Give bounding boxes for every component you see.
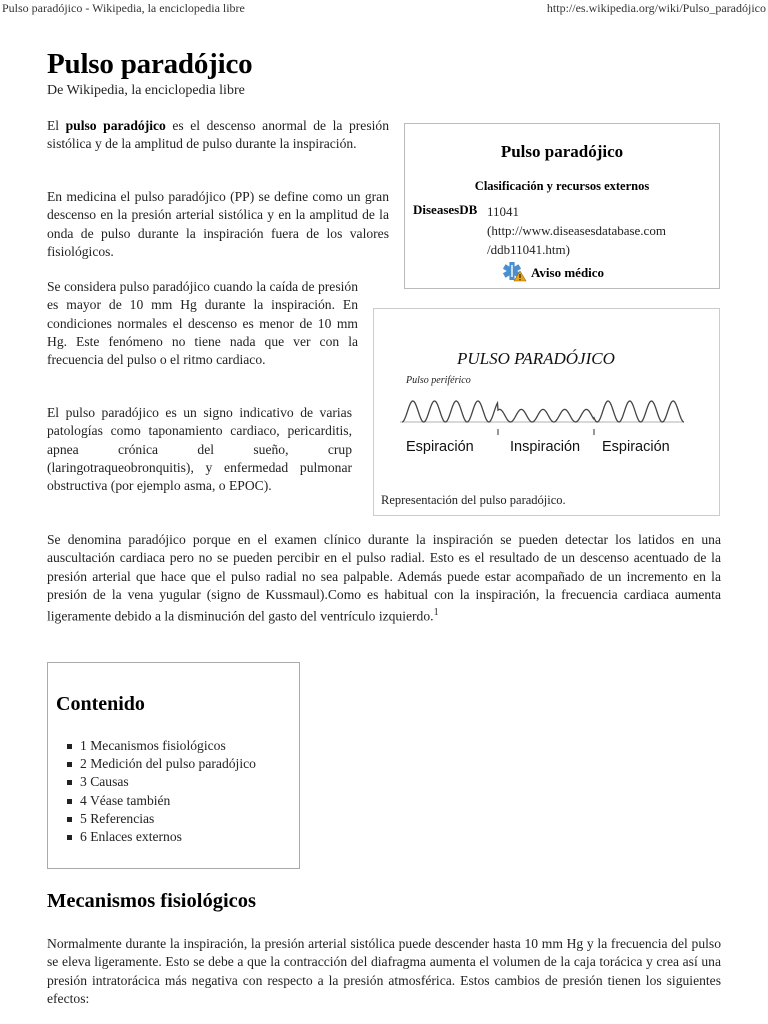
pulse-waveform xyxy=(402,401,684,422)
paragraph-threshold: Se considera pulso paradójico cuando la caída de presión es mayor de 10 mm Hg durante la inspiración. En condiciones normales el descenso es menor de 10 mm Hg. Este fenómeno no tiene nada que ver con la frecuencia del pulso o el ritmo cardiaco. xyxy=(47,279,358,368)
infobox-value-diseasesdb[interactable] xyxy=(487,202,712,259)
toc-title: Contenido xyxy=(56,693,145,715)
figure-sublabel: Pulso periférico xyxy=(406,375,471,386)
infobox xyxy=(404,123,720,289)
infobox-subtitle: Clasificación y recursos externos xyxy=(474,179,650,193)
section-heading: Mecanismos fisiológicos xyxy=(47,890,256,912)
print-header-title: Pulso paradójico - Wikipedia, la enciclopedia libre xyxy=(2,1,245,15)
intro-lead: El xyxy=(47,118,66,133)
infobox-value-id: 11041 xyxy=(487,204,520,219)
figure-pulse xyxy=(373,308,720,516)
medical-warning-label: Aviso médico xyxy=(531,265,605,280)
paragraph-explanation-text: Se denomina paradójico porque en el examen clínico durante la inspiración se pueden detectar los latidos en una auscultación cardiaca pero no se pueden percibir en el pulso radial. Esto es el resultado de un descenso acentuado de la presión arterial que hace que el pulso radial no sea palpable. Además puede estar acompañado de un incremento en la presión de la vena yugular (signo de Kussmaul).Como es habitual con la inspiración, la frecuencia cardiaca aumenta ligeramente debido a la disminución del gasto del ventrículo izquierdo. xyxy=(47,532,721,624)
toc-item[interactable]: 3 Causas xyxy=(62,773,256,791)
table-of-contents xyxy=(47,662,300,869)
toc-item[interactable]: 5 Referencias xyxy=(62,810,256,828)
infobox-value-url: (http://www.diseasesdatabase.com xyxy=(487,223,666,238)
phase-label-inspiracion: Inspiración xyxy=(510,439,581,455)
toc-item[interactable]: 2 Medición del pulso paradójico xyxy=(62,755,256,773)
page-title: Pulso paradójico xyxy=(47,48,253,80)
toc-list xyxy=(62,737,256,846)
toc-item[interactable]: 6 Enlaces externos xyxy=(62,828,256,846)
print-header-url[interactable]: http://es.wikipedia.org/wiki/Pulso_paradójico xyxy=(546,1,766,15)
medical-warning-link[interactable] xyxy=(501,262,604,284)
intro-paragraph xyxy=(47,117,389,154)
toc-item[interactable]: 4 Véase también xyxy=(62,792,256,810)
star-of-life-warning-icon xyxy=(501,260,527,287)
phase-label-espiracion-2: Espiración xyxy=(602,439,670,455)
page-subtitle: De Wikipedia, la enciclopedia libre xyxy=(47,83,245,98)
pulse-diagram-image[interactable] xyxy=(382,317,712,487)
paragraph-explanation xyxy=(47,531,721,626)
infobox-label-diseasesdb: DiseasesDB xyxy=(413,202,478,217)
toc-item[interactable]: 1 Mecanismos fisiológicos xyxy=(62,737,256,755)
reference-link[interactable]: 1 xyxy=(433,607,439,619)
intro-bold-term: pulso paradójico xyxy=(65,118,166,133)
paragraph-pathologies: El pulso paradójico es un signo indicativo de varias patologías como taponamiento cardiaco, pericarditis, apnea crónica del sueño, crup (laringotraqueobronquitis), y enfermedad pulmonar obstructiva (por ejemplo asma, o EPOC). xyxy=(47,405,352,494)
infobox-value-url-path: /ddb11041.htm) xyxy=(487,242,570,257)
infobox-title: Pulso paradójico xyxy=(500,142,624,161)
figure-caption: Representación del pulso paradójico. xyxy=(381,493,566,507)
intro-rest: es el descenso anormal de la presión sistólica y de la amplitud de pulso durante la inspiración. xyxy=(47,118,389,152)
paragraph-mechanisms: Normalmente durante la inspiración, la presión arterial sistólica puede descender hasta 10 mm Hg y la frecuencia del pulso se eleva ligeramente. Esto se debe a que la contracción del diafragma aumenta el volumen de la caja torácica y crea así una presión intratorácica más negativa con respecto a la presión atmosférica. Estos cambios de presión tienen los siguientes efectos: xyxy=(47,936,721,1006)
figure-heading: PULSO PARADÓJICO xyxy=(457,349,615,368)
paragraph-definition: En medicina el pulso paradójico (PP) se define como un gran descenso en la presión arterial sistólica y en la amplitud de la onda de pulso durante la inspiración fuera de los valores fisiológicos. xyxy=(47,189,389,259)
phase-label-espiracion-1: Espiración xyxy=(406,439,474,455)
print-header xyxy=(0,0,768,18)
